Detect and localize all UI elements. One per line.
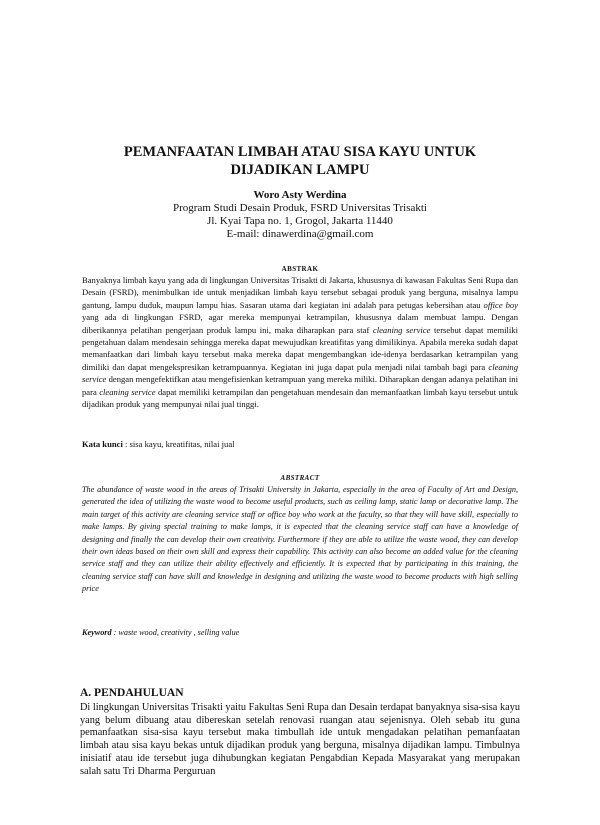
section-a-heading: A. PENDAHULUAN <box>80 687 184 699</box>
abstrak-text-part: Banyaknya limbah kayu yang ada di lingkungan Universitas Trisakti di Jakarta, khususnya di kawasan Fakultas Seni Rupa dan Desain (FSRD), menimbulkan ide untuk menjadikan limbah kayu tersebut sebagai produk yang berguna, misalnya lampu gantung, lampu duduk, maupun lampu hias. Sasaran utama dari kegiatan ini adalah para petugas kebersihan atau <box>82 275 518 310</box>
abstract-keywords <box>82 627 518 639</box>
abstrak-keywords <box>82 438 518 450</box>
abstract-keywords-list: : waste wood, creativity , selling value <box>111 628 240 637</box>
author-block <box>100 189 500 241</box>
author-name: Woro Asty Werdina <box>253 189 347 201</box>
abstrak-text <box>82 274 518 410</box>
abstract-keywords-label: Keyword <box>82 628 112 637</box>
abstrak-emphasis: cleaning service <box>82 361 518 385</box>
abstrak-emphasis: cleaning service <box>372 324 431 335</box>
abstrak-text-part: tersebut dapat memiliki pengetahuan dalam mendesain sehingga mereka dapat mewujudkan kreatifitas yang dimilikinya. Apabila mereka sudah dapat memanfaatkan dari limbah kayu tersebut maka mereka dapat mengembangkan ide-idenya berdasarkan ketrampilan yang dimiliki dan dapat mengekspresikan ketrampuannya. Kegiatan ini juga dapat pula menjadi nilai tambah bagi para <box>82 324 518 372</box>
paper-title <box>80 143 520 179</box>
abstrak-keywords-label: Kata kunci <box>82 439 123 449</box>
author-email: E-mail: dinawerdina@gmail.com <box>226 228 374 240</box>
author-affiliation: Program Studi Desain Produk, FSRD Universitas Trisakti <box>173 202 427 214</box>
abstrak-emphasis: office boy <box>483 299 518 310</box>
abstrak-keywords-list: : sisa kayu, kreatifitas, nilai jual <box>122 439 235 449</box>
abstrak-heading: ABSTRAK <box>281 265 319 273</box>
abstrak-text-part: dengan mengefektifkan atau mengefisienkan ketrampuan yang mereka miliki. Diharapkan dengan adanya pelatihan ini para <box>82 374 518 397</box>
author-address: Jl. Kyai Tapa no. 1, Grogol, Jakarta 11440 <box>207 215 393 227</box>
abstract-heading: ABSTRACT <box>280 474 320 482</box>
abstrak-emphasis: cleaning service <box>99 386 156 397</box>
title-line-2: DIJADIKAN LAMPU <box>230 162 370 178</box>
title-line-1: PEMANFAATAN LIMBAH ATAU SISA KAYU UNTUK <box>123 144 477 160</box>
section-a-text: Di lingkungan Universitas Trisakti yaitu Fakultas Seni Rupa dan Desain terdapat banyaknya sisa-sisa kayu yang belum dibuang atau dibereskan setelah renovasi ruangan atau sejenisnya. Oleh sebab itu guna pemanfaatkan sisa-sisa kayu tersebut maka timbullah ide untuk mengadakan pelatihan pemanfaatan limbah atau sisa kayu bekas untuk dijadikan produk yang berguna, misalnya dijadikan lampu. Timbulnya inisiatif atau ide tersebut juga dihubungkan kegiatan Pengabdian Kepada Masyarakat yang merupakan salah satu Tri Dharma Perguruan <box>80 702 520 777</box>
abstrak-text-part: yang ada di lingkungan FSRD, agar mereka mempunyai ketrampilan, khususnya dalam membuat lampu. Dengan diberikannya pelatihan pengerjaan produk lampu ini, maka diharapkan para staf <box>82 312 518 335</box>
abstract-text: The abundance of waste wood in the areas of Trisakti University in Jakarta, especially in the area of Faculty of Art and Design, generated the idea of utilizing the waste wood to become useful products, such as ceiling lamp, static lamp or decorative lamp. The main target of this activity are cleaning service staff or office boy who work at the faculty, so that they will have skill, especially to make lamps. By giving special training to make lamps, it is expected that the cleaning service staff can have a knowledge of designing and finally the can develop their own creativity. Furthermore if they are able to utilize the waste wood, they can develop their own ideas based on their own skill and express their capability. This activity can also become an added value for the cleaning service staff and they can utilize their ability effectively and efficiently. It is expected that by participating in this training, the cleaning service staff can have skill and knowledge in designing and utilizing the waste wood to become products with high selling price <box>82 485 518 594</box>
abstrak-text-part: dapat memiliki ketrampilan dan pengetahuan mendesain dan memanfaatkan limbah kayu tersebut untuk dijadikan produk yang mempunyai nilai jual tinggi. <box>82 386 519 410</box>
